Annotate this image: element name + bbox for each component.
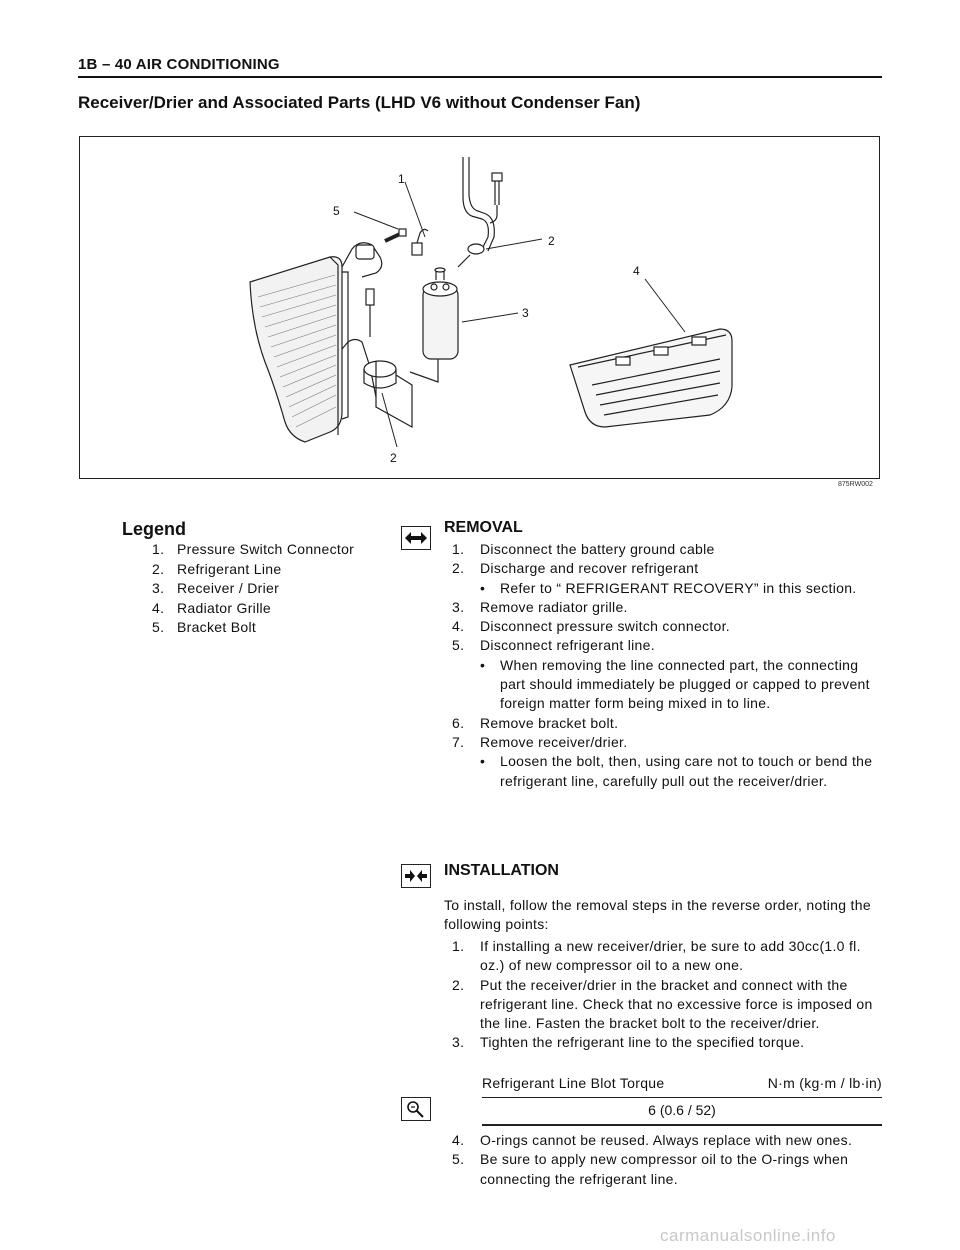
installation-step (444, 937, 884, 976)
step-text: Remove radiator grille. (480, 598, 628, 615)
torque-wrench-icon (401, 1097, 431, 1121)
legend-item (152, 599, 354, 619)
legend-item (152, 579, 354, 599)
removal-step (444, 714, 884, 733)
bullet-text: Refer to “ REFRIGERANT RECOVERY” in this section. (500, 579, 857, 596)
step-text: Put the receiver/drier in the bracket and connect with the refrigerant line. Check that no excessive force is imposed on the line. Fasten the bracket bolt to the receiver/drier. (480, 976, 873, 1032)
legend-label: Radiator Grille (177, 599, 271, 616)
legend-num: 4. (152, 599, 165, 616)
page-title: Receiver/Drier and Associated Parts (LHD V6 without Condenser Fan) (78, 93, 641, 112)
legend-label: Refrigerant Line (177, 560, 282, 577)
removal-bullet (444, 579, 884, 598)
step-text: Be sure to apply new compressor oil to the O-rings when connecting the refrigerant line. (480, 1151, 849, 1187)
callout-5: 5 (333, 204, 340, 218)
step-num: 5. (452, 1151, 465, 1168)
step-text: O-rings cannot be reused. Always replace with new ones. (480, 1132, 853, 1148)
header-rule (78, 76, 882, 78)
legend-item (152, 618, 354, 638)
step-num: 3. (452, 598, 465, 615)
legend-title: Legend (122, 519, 187, 539)
watermark: carmanualsonline.info (660, 1226, 836, 1245)
page-header: 1B – 40 AIR CONDITIONING (78, 56, 280, 73)
bullet-mark: • (480, 753, 486, 770)
step-text: Remove receiver/drier. (480, 733, 628, 750)
callout-3: 3 (522, 306, 529, 320)
condenser-drawing (250, 257, 348, 442)
legend-num: 5. (152, 619, 165, 635)
figure-code: 875RW002 (838, 481, 873, 488)
bullet-text: Loosen the bolt, then, using care not to touch or bend the refrigerant line, carefully pull out the receiver/drier. (500, 753, 873, 789)
step-num: 7. (452, 733, 465, 750)
installation-steps (444, 937, 884, 1053)
bullet-mark: • (480, 656, 486, 673)
removal-step (444, 733, 884, 752)
torque-rule-bottom (482, 1124, 882, 1126)
installation-step (444, 1150, 884, 1189)
removal-title: REMOVAL (444, 519, 523, 536)
legend-label: Pressure Switch Connector (177, 541, 355, 557)
callout-2-bottom: 2 (390, 451, 397, 465)
step-text: Remove bracket bolt. (480, 714, 619, 731)
legend-label: Bracket Bolt (177, 619, 257, 635)
step-num: 3. (452, 1034, 465, 1051)
step-text: Discharge and recover refrigerant (480, 560, 699, 577)
step-text: Tighten the refrigerant line to the specified torque. (480, 1034, 805, 1051)
installation-intro: To install, follow the removal steps in the reverse order, noting the following points: (444, 897, 871, 933)
bullet-mark: • (480, 579, 486, 596)
figure-frame (79, 136, 880, 479)
receiver-drier-drawing (423, 268, 458, 359)
installation-step (444, 976, 884, 1034)
installation-step (444, 1033, 884, 1052)
removal-step (444, 598, 884, 617)
step-num: 2. (452, 976, 465, 993)
legend-label: Receiver / Drier (177, 580, 280, 596)
removal-step (444, 617, 884, 636)
bullet-text: When removing the line connected part, the connecting part should immediately be plugged or capped to prevent foreign matter form being mixed in to line. (500, 656, 870, 712)
step-num: 5. (452, 637, 465, 654)
step-text: If installing a new receiver/drier, be sure to add 30cc(1.0 fl. oz.) of new compressor oil to a new one. (480, 938, 861, 974)
torque-rule (482, 1097, 882, 1098)
step-num: 1. (452, 541, 465, 557)
step-num: 1. (452, 938, 465, 954)
torque-header (482, 1075, 882, 1091)
callout-4: 4 (633, 264, 640, 278)
step-text: Disconnect refrigerant line. (480, 637, 655, 654)
legend-item (152, 560, 354, 580)
removal-step (444, 540, 884, 559)
step-text: Disconnect pressure switch connector. (480, 618, 730, 635)
step-num: 4. (452, 1132, 465, 1148)
step-text: Disconnect the battery ground cable (480, 541, 715, 557)
removal-arrows-icon (401, 526, 431, 550)
radiator-grille-drawing (570, 329, 732, 427)
removal-step (444, 636, 884, 655)
installation-arrows-icon (401, 864, 431, 888)
exploded-parts-diagram (80, 137, 878, 477)
removal-bullet (444, 752, 884, 791)
torque-unit: N·m (kg·m / lb·in) (767, 1075, 882, 1091)
legend-num: 1. (152, 541, 165, 557)
installation-title: INSTALLATION (444, 862, 559, 879)
legend-item (152, 540, 354, 560)
installation-steps-cont (444, 1131, 884, 1189)
removal-bullet (444, 656, 884, 714)
legend-num: 2. (152, 560, 165, 577)
installation-step (444, 1131, 884, 1150)
callout-1: 1 (398, 172, 405, 186)
step-num: 2. (452, 560, 465, 577)
removal-step (444, 559, 884, 578)
callout-2-top: 2 (548, 234, 555, 248)
step-num: 6. (452, 714, 465, 731)
legend-list (152, 540, 354, 638)
legend-num: 3. (152, 580, 165, 596)
step-num: 4. (452, 618, 465, 635)
torque-label: Refrigerant Line Blot Torque (482, 1075, 665, 1091)
torque-value: 6 (0.6 / 52) (648, 1102, 716, 1118)
removal-steps (444, 540, 884, 791)
